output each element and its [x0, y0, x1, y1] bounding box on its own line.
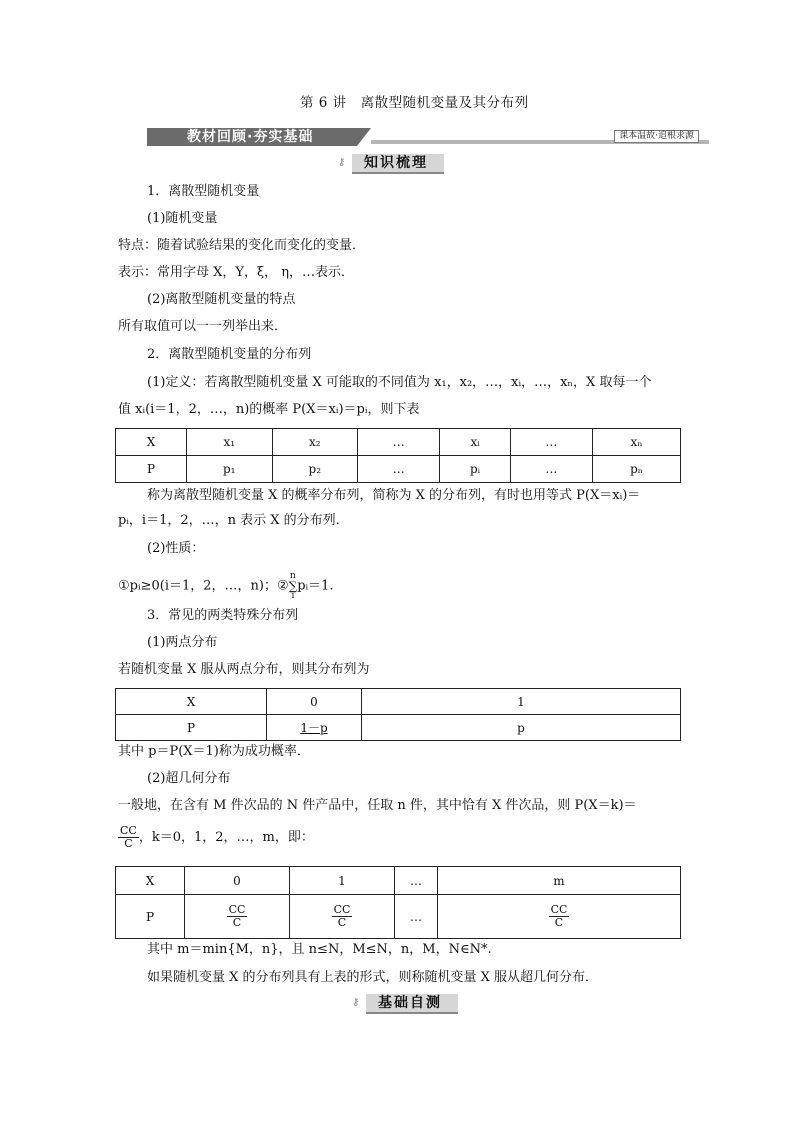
table-cell: P: [116, 456, 187, 483]
table-cell: p: [362, 715, 681, 741]
heading-3: 3．常见的两类特殊分布列: [147, 608, 299, 623]
table-cell: X: [116, 429, 187, 456]
table-cell: 1－p: [267, 715, 362, 741]
table-cell: m: [438, 867, 681, 895]
hypergeometric-table: [115, 866, 681, 939]
subheading-3-1: (1)两点分布: [147, 635, 218, 650]
text-definition-cont: 值 xᵢ(i＝1，2，…，n)的概率 P(X＝xᵢ)＝pᵢ，则下表: [118, 402, 420, 417]
sum-symbol: n ∑ i: [288, 571, 298, 601]
text-two-point: 若随机变量 X 服从两点分布，则其分布列为: [118, 662, 370, 677]
subheading-2-2: (2)性质：: [147, 541, 205, 556]
table-cell: X: [116, 867, 185, 895]
text-where-m: 其中 m＝min{M，n}，且 n≤N，M≤N，n，M，N∈N*.: [147, 942, 492, 957]
table-cell: $\frac{CC}{C}$: [185, 895, 290, 939]
subheading-3-2: (2)超几何分布: [147, 771, 231, 786]
text-success: 其中 p＝P(X＝1)称为成功概率．: [118, 744, 310, 759]
table-cell: …: [358, 429, 440, 456]
key-icon: ⚷: [338, 157, 346, 168]
table-cell: p₁: [187, 456, 273, 483]
table-cell: P: [116, 895, 185, 939]
text-hypergeometric: 一般地，在含有 M 件次品的 N 件产品中，任取 n 件，其中恰有 X 件次品，则 P(X＝k)＝: [118, 798, 637, 813]
table-cell: $\frac{CC}{C}$: [290, 895, 395, 939]
banner-title: 教材回顾·夯实基础: [187, 129, 314, 145]
table-cell: …: [510, 456, 592, 483]
table-cell: x₁: [187, 429, 273, 456]
table-cell: …: [510, 429, 592, 456]
heading-2: 2．离散型随机变量的分布列: [147, 347, 312, 362]
table-cell: $\frac{CC}{C}$: [438, 895, 681, 939]
two-point-table: [115, 688, 681, 741]
subheading-self-test: ⚷ 基础自测: [352, 994, 472, 1012]
table-cell: 1: [362, 689, 681, 715]
section-banner: [147, 128, 709, 146]
key-icon: ⚷: [352, 997, 360, 1008]
distribution-table: [115, 428, 681, 483]
table-cell: xₙ: [593, 429, 681, 456]
table-cell: …: [395, 867, 438, 895]
text-hypergeometric-cont: $\frac{CC}{C}$ ，k＝0，1，2，…，m，即：: [120, 824, 314, 850]
text-enumerate: 所有取值可以一一列举出来．: [118, 319, 288, 334]
table-cell: P: [116, 715, 267, 741]
heading-1: 1．离散型随机变量: [147, 184, 260, 199]
table-cell: …: [395, 895, 438, 939]
subheading-1-1: (1)随机变量: [147, 211, 218, 226]
table-cell: X: [116, 689, 267, 715]
table-cell: pᵢ: [440, 456, 510, 483]
fraction: $\frac{CC}{C}$: [120, 824, 137, 850]
text-conclusion: 如果随机变量 X 的分布列具有上表的形式，则称随机变量 X 服从超几何分布．: [147, 970, 599, 985]
table-cell: 0: [185, 867, 290, 895]
text-called-cont: pᵢ，i＝1，2，…，n 表示 X 的分布列．: [118, 513, 349, 528]
table-cell: …: [358, 456, 440, 483]
subheading-knowledge: ⚷ 知识梳理: [338, 154, 458, 172]
text-properties: ①pᵢ≥0(i＝1，2，…，n)；② n ∑ i pᵢ＝1.: [118, 571, 334, 601]
table-cell: x₂: [272, 429, 358, 456]
banner-tag: 课本温故·追根求源: [614, 130, 699, 143]
text-called: 称为离散型随机变量 X 的概率分布列，简称为 X 的分布列，有时也用等式 P(X＝xᵢ)＝: [147, 488, 641, 503]
table-cell: p₂: [272, 456, 358, 483]
text-notation: 表示：常用字母 X，Y，ξ， η，…表示．: [118, 265, 355, 280]
text-feature: 特点：随着试验结果的变化而变化的变量．: [118, 238, 366, 253]
subheading-1-2: (2)离散型随机变量的特点: [147, 292, 296, 307]
table-cell: xᵢ: [440, 429, 510, 456]
page-title: 第 6 讲 离散型随机变量及其分布列: [300, 95, 529, 111]
table-cell: pₙ: [593, 456, 681, 483]
text-definition: (1)定义：若离散型随机变量 X 可能取的不同值为 x₁，x₂，…，xᵢ，…，xₙ，X 取每一个: [147, 375, 652, 390]
table-cell: 0: [267, 689, 362, 715]
table-cell: 1: [290, 867, 395, 895]
